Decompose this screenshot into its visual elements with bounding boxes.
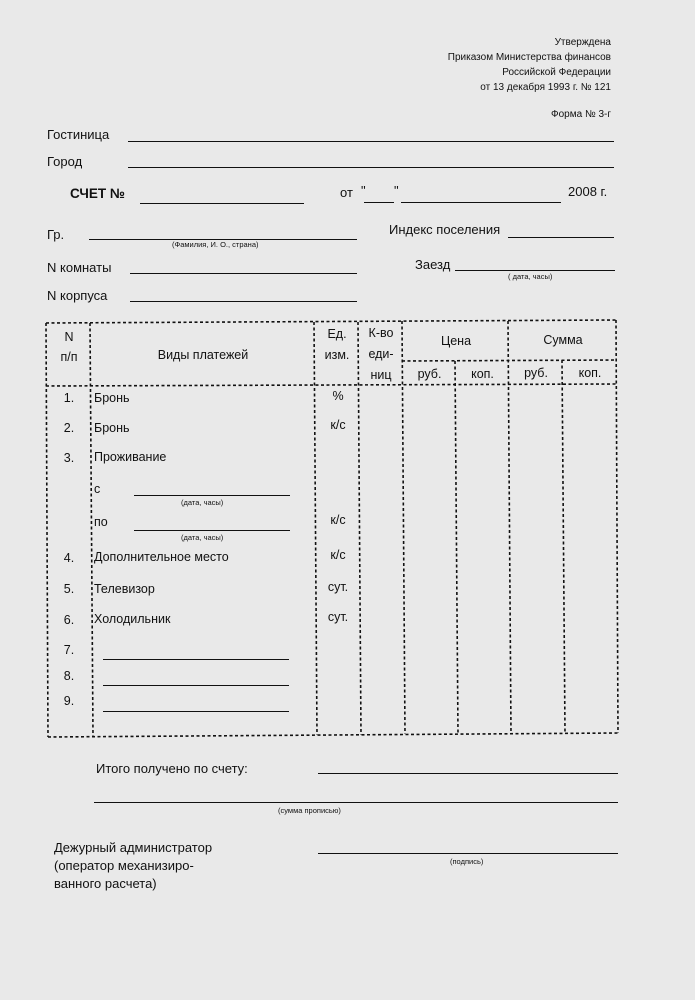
admin-label-3: ванного расчета): [54, 876, 157, 891]
guest-label: Гр.: [47, 227, 65, 242]
row-8-field[interactable]: [103, 685, 289, 686]
row-9-field[interactable]: [103, 711, 289, 712]
row-7-number: 7.: [63, 643, 75, 657]
col-no-header-2: п/п: [60, 350, 78, 364]
row-5-name: Телевизор: [94, 582, 155, 596]
col-unit-header: Ед.: [327, 327, 347, 341]
sum-words-hint: (сумма прописью): [278, 806, 341, 815]
stay-from-label: с: [94, 482, 101, 496]
col-qty-header: К-во: [368, 326, 394, 340]
settle-index-label: Индекс поселения: [389, 222, 501, 237]
price-rub-header: руб.: [417, 367, 442, 381]
stay-from-hint: (дата, часы): [181, 498, 224, 507]
row-3-name: Проживание: [94, 450, 167, 464]
invoice-year: 2008 г.: [568, 184, 608, 199]
row-1-name: Бронь: [94, 391, 130, 405]
col-no-header: N: [64, 330, 74, 344]
sum-words-field[interactable]: [94, 802, 618, 803]
signature-hint: (подпись): [450, 857, 484, 866]
sum-rub-header: руб.: [524, 366, 548, 380]
arrival-hint: ( дата, часы): [508, 272, 553, 281]
col-qty-header-3: ниц: [370, 368, 392, 382]
stay-to-label: по: [94, 515, 108, 529]
approval-line-4: от 13 декабря 1993 г. № 121: [480, 82, 611, 93]
signature-field[interactable]: [318, 853, 618, 854]
row-6-number: 6.: [63, 613, 75, 627]
row-4-name: Дополнительное место: [94, 550, 229, 564]
row-3-number: 3.: [63, 451, 75, 465]
row-9-number: 9.: [63, 694, 75, 708]
col-type-header: Виды платежей: [157, 348, 249, 362]
col-unit-header-2: изм.: [324, 348, 350, 362]
stay-to-field[interactable]: [134, 530, 290, 531]
row-4-number: 4.: [63, 551, 75, 565]
approval-line-1: Утверждена: [554, 37, 611, 48]
total-field[interactable]: [318, 773, 618, 774]
quote-close: ": [394, 183, 399, 198]
row-2-name: Бронь: [94, 421, 130, 435]
admin-label-1: Дежурный администратор: [54, 840, 213, 855]
row-5-unit: сут.: [327, 580, 349, 594]
row-6-unit: сут.: [327, 610, 349, 624]
col-qty-header-2: еди-: [368, 347, 394, 361]
row-6-name: Холодильник: [94, 612, 171, 626]
sum-kop-header: коп.: [578, 366, 602, 380]
arrival-label: Заезд: [415, 257, 451, 272]
stay-to-hint: (дата, часы): [181, 533, 224, 542]
invoice-title: СЧЕТ №: [70, 186, 125, 201]
approval-line-2: Приказом Министерства финансов: [447, 52, 611, 63]
row-4-unit: к/с: [330, 548, 346, 562]
row-1-unit: %: [332, 389, 344, 403]
approval-line-3: Российской Федерации: [502, 67, 611, 78]
hotel-label: Гостиница: [47, 127, 110, 142]
building-label: N корпуса: [47, 288, 108, 303]
quote-open: ": [361, 183, 366, 198]
admin-label-2: (оператор механизиро-: [54, 858, 194, 873]
row-1-number: 1.: [63, 391, 75, 405]
row-2-number: 2.: [63, 421, 75, 435]
col-sum-header: Сумма: [543, 333, 583, 347]
row-7-field[interactable]: [103, 659, 289, 660]
guest-hint: (Фамилия, И. О., страна): [172, 240, 259, 249]
col-price-header: Цена: [440, 334, 472, 348]
from-label: от: [340, 185, 353, 200]
form-number: Форма № 3-г: [551, 109, 611, 120]
price-kop-header: коп.: [471, 367, 494, 381]
row-8-number: 8.: [63, 669, 75, 683]
stay-from-field[interactable]: [134, 495, 290, 496]
city-label: Город: [47, 154, 83, 169]
row-5-number: 5.: [63, 582, 75, 596]
total-label: Итого получено по счету:: [96, 761, 248, 776]
row-2-unit: к/с: [330, 418, 346, 432]
room-label: N комнаты: [47, 260, 112, 275]
stay-to-unit: к/с: [330, 513, 346, 527]
